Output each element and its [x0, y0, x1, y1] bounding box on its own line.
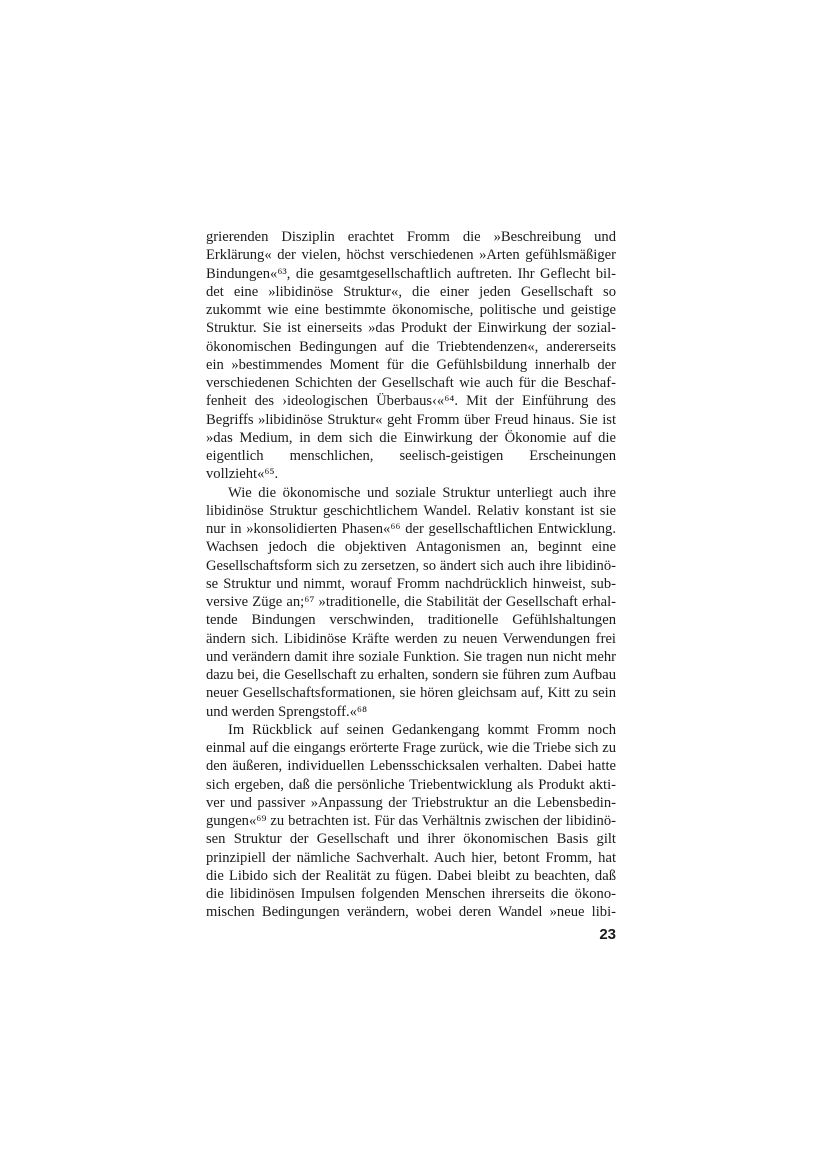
- text-line: grierenden Disziplin erachtet Fromm die »Beschreibung und: [206, 229, 616, 245]
- text-line: und werden Sprengstoff.«⁶⁸: [206, 703, 368, 720]
- text-line: tende Bindungen verschwinden, traditionelle Gefühlshaltungen: [206, 612, 616, 629]
- text-line: ökonomischen Bedingungen auf die Triebtendenzen«, andererseits: [206, 338, 616, 355]
- text-line: die libidinösen Impulsen folgenden Menschen ihrerseits die ökono-: [206, 886, 616, 902]
- text-line: ein »bestimmendes Moment für die Gefühlsbildung innerhalb der: [206, 356, 616, 373]
- body-text: [206, 228, 616, 922]
- text-line: gungen«⁶⁹ zu betrachten ist. Für das Verhältnis zwischen der libidinö-: [206, 813, 616, 829]
- text-line: verschiedenen Schichten der Gesellschaft wie auch für die Beschaf-: [206, 375, 616, 391]
- text-line: Erklärung« der vielen, höchst verschiedenen »Arten gefühlsmäßiger: [206, 247, 616, 264]
- text-line: ver und passiver »Anpassung der Triebstruktur an die Lebensbedin-: [206, 794, 616, 811]
- text-line: Bindungen«⁶³, die gesamtgesellschaftlich auftreten. Ihr Geflecht bil-: [206, 265, 616, 282]
- text-line: einmal auf die eingangs erörterte Frage zurück, wie die Triebe sich zu: [206, 740, 616, 756]
- text-line: sen Struktur der Gesellschaft und ihrer ökonomischen Basis gilt: [206, 831, 616, 848]
- text-line: det eine »libidinöse Struktur«, die einer jeden Gesellschaft so: [206, 283, 616, 300]
- text-line: zukommt wie eine bestimmte ökonomische, politische und geistige: [206, 302, 616, 318]
- text-line: Wachsen jedoch die objektiven Antagonismen an, beginnt eine: [206, 539, 616, 556]
- text-line: dazu bei, die Gesellschaft zu erhalten, sondern sie führen zum Aufbau: [206, 667, 616, 683]
- text-line: eigentlich menschlichen, seelisch-geistigen Erscheinungen: [206, 448, 616, 464]
- text-line: vollzieht«⁶⁵.: [206, 466, 279, 483]
- text-line: prinzipiell der nämliche Sachverhalt. Auch hier, betont Fromm, hat: [206, 849, 616, 866]
- text-line: Struktur. Sie ist einerseits »das Produkt der Einwirkung der sozial-: [206, 320, 616, 337]
- text-line: neuer Gesellschaftsformationen, sie hören gleichsam auf, Kitt zu sein: [206, 685, 616, 702]
- page-number: 23: [599, 926, 616, 943]
- text-line: und verändern damit ihre soziale Funktion. Sie tragen nun nicht mehr: [206, 648, 616, 665]
- text-line: die Libido sich der Realität zu fügen. Dabei bleibt zu beachten, daß: [206, 867, 616, 884]
- text-line: den äußeren, individuellen Lebensschicksalen verhalten. Dabei hatte: [206, 758, 616, 775]
- text-line: Im Rückblick auf seinen Gedankengang kommt Fromm noch: [228, 721, 616, 738]
- text-line: Begriffs »libidinöse Struktur« geht Fromm über Freud hinaus. Sie ist: [206, 411, 616, 428]
- text-line: se Struktur und nimmt, worauf Fromm nachdrücklich hinweist, sub-: [206, 575, 616, 592]
- text-line: versive Züge an;⁶⁷ »traditionelle, die Stabilität der Gesellschaft erhal-: [206, 594, 616, 610]
- text-line: mischen Bedingungen verändern, wobei deren Wandel »neue libi-: [206, 904, 616, 921]
- text-line: ändern sich. Libidinöse Kräfte werden zu neuen Verwendungen frei: [206, 630, 616, 647]
- text-line: Gesellschaftsform sich zu zersetzen, so ändert sich auch ihre libidinö-: [206, 557, 616, 574]
- text-line: Wie die ökonomische und soziale Struktur unterliegt auch ihre: [228, 484, 616, 501]
- text-line: nur in »konsolidierten Phasen«⁶⁶ der gesellschaftlichen Entwicklung.: [206, 521, 616, 537]
- text-line: sich ergeben, daß die persönliche Triebentwicklung als Produkt akti-: [206, 776, 616, 793]
- text-line: fenheit des ›ideologischen Überbaus‹«⁶⁴. Mit der Einführung des: [206, 393, 616, 410]
- text-line: »das Medium, in dem sich die Einwirkung der Ökonomie auf die: [206, 429, 616, 446]
- text-line: libidinöse Struktur geschichtlichem Wandel. Relativ konstant ist sie: [206, 502, 616, 519]
